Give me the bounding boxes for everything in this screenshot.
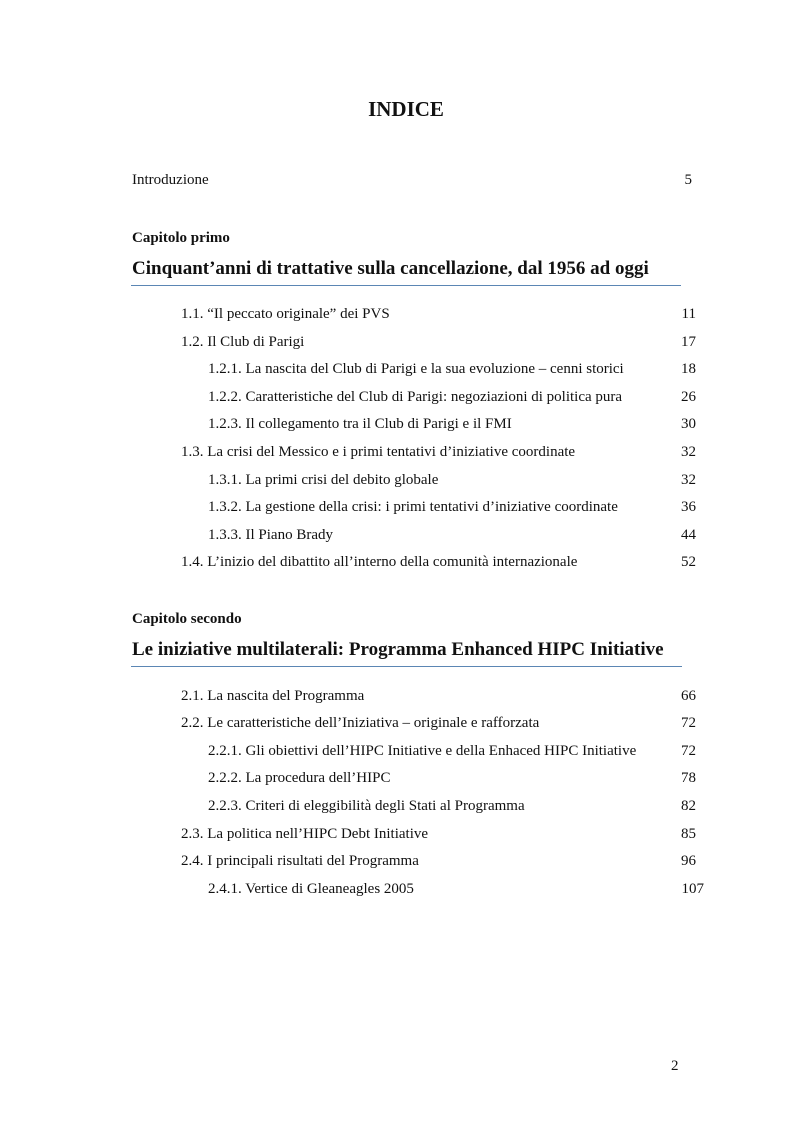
- toc-entry-page: 96: [681, 853, 696, 869]
- chapter-title: Cinquant’anni di trattative sulla cancellazione, dal 1956 ad oggi: [132, 258, 649, 279]
- toc-subentry: 1.2.3. Il collegamento tra il Club di Parigi e il FMI: [208, 416, 512, 432]
- toc-entry-page: 85: [681, 826, 696, 842]
- toc-subentry: 2.2.1. Gli obiettivi dell’HIPC Initiative e della Enhaced HIPC Initiative: [208, 743, 637, 759]
- chapter-divider: [131, 666, 682, 667]
- toc-entry-page: 5: [684, 172, 692, 188]
- toc-entry: 1.1. “Il peccato originale” dei PVS: [181, 306, 390, 322]
- toc-entry: 2.3. La politica nell’HIPC Debt Initiative: [181, 826, 429, 842]
- chapter-label: Capitolo secondo: [132, 611, 242, 627]
- page-title: INDICE: [368, 97, 444, 121]
- toc-subentry: 2.2.3. Criteri di eleggibilità degli Stati al Programma: [208, 798, 525, 814]
- toc-entry: 1.3. La crisi del Messico e i primi tentativi d’iniziative coordinate: [181, 444, 576, 460]
- toc-entry-page: 107: [681, 881, 704, 897]
- toc-subentry: 1.3.1. La primi crisi del debito globale: [208, 472, 439, 488]
- toc-entry: 2.2. Le caratteristiche dell’Iniziativa – originale e rafforzata: [181, 715, 540, 731]
- toc-subentry: 1.2.1. La nascita del Club di Parigi e la sua evoluzione – cenni storici: [208, 361, 624, 377]
- toc-entry: 1.2. Il Club di Parigi: [181, 334, 305, 350]
- toc-entry: 2.1. La nascita del Programma: [181, 688, 365, 704]
- chapter-title: Le iniziative multilaterali: Programma Enhanced HIPC Initiative: [132, 639, 664, 660]
- toc-entry-page: 72: [681, 715, 696, 731]
- toc-entry: 2.4. I principali risultati del Programma: [181, 853, 419, 869]
- toc-subentry: 1.2.2. Caratteristiche del Club di Parigi: negoziazioni di politica pura: [208, 389, 623, 405]
- toc-entry-page: 30: [681, 416, 696, 432]
- toc-entry-page: 72: [681, 743, 696, 759]
- toc-entry-page: 78: [681, 770, 696, 786]
- toc-entry-page: 18: [681, 361, 696, 377]
- toc-entry-page: 32: [681, 444, 696, 460]
- toc-entry-text: Introduzione: [132, 172, 209, 188]
- toc-entry-page: 82: [681, 798, 696, 814]
- toc-entry-introduction: [132, 172, 209, 189]
- toc-entry-page: 66: [681, 688, 696, 704]
- toc-entry-page: 32: [681, 472, 696, 488]
- toc-entry-page: 17: [681, 334, 696, 350]
- chapter-label: Capitolo primo: [132, 230, 230, 246]
- chapter-divider: [131, 285, 681, 286]
- toc-subentry: 2.4.1. Vertice di Gleaneagles 2005: [208, 881, 414, 897]
- toc-subentry: 1.3.3. Il Piano Brady: [208, 527, 333, 543]
- toc-entry-page: 36: [681, 499, 696, 515]
- toc-entry-page: 52: [681, 554, 696, 570]
- toc-subentry: 2.2.2. La procedura dell’HIPC: [208, 770, 391, 786]
- toc-entry-page: 11: [681, 306, 696, 322]
- toc-entry: 1.4. L’inizio del dibattito all’interno della comunità internazionale: [181, 554, 578, 570]
- toc-entry-page: 26: [681, 389, 696, 405]
- toc-subentry: 1.3.2. La gestione della crisi: i primi tentativi d’iniziative coordinate: [208, 499, 618, 515]
- page-number: 2: [671, 1058, 679, 1074]
- toc-entry-page: 44: [681, 527, 696, 543]
